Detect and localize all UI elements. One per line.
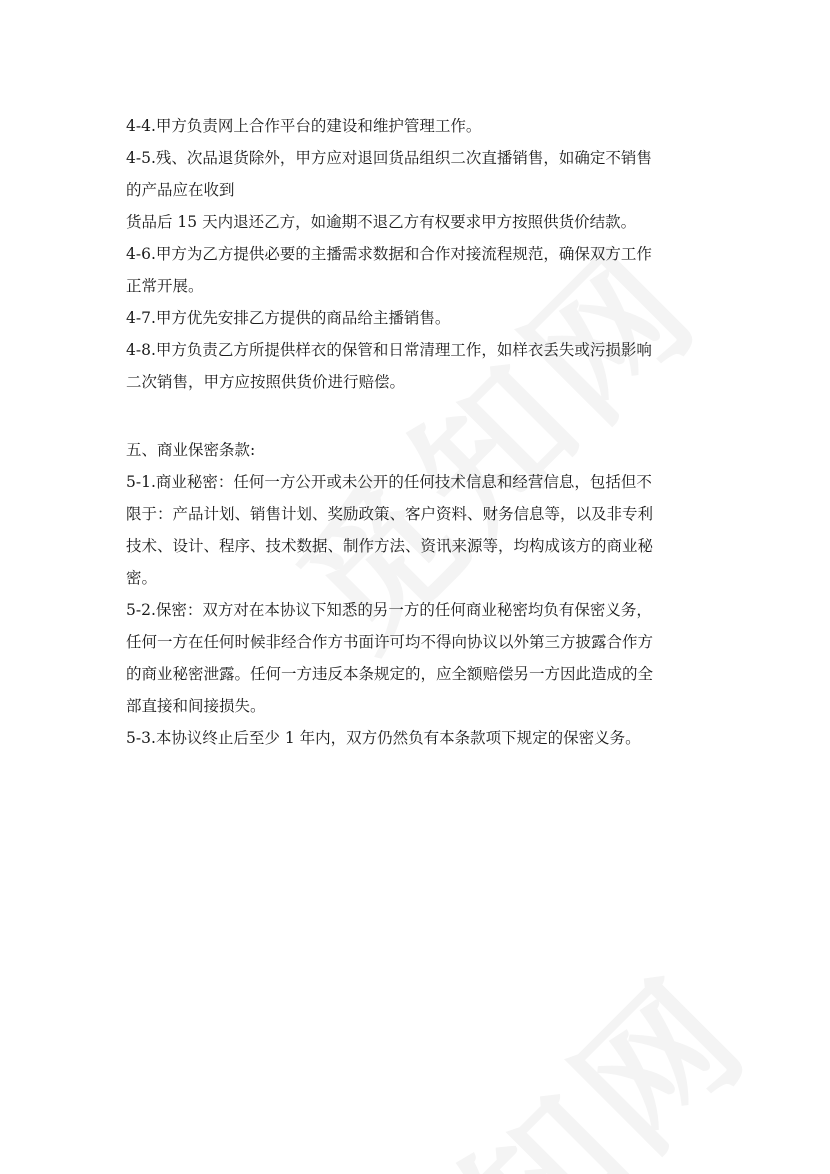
clause-4-5: 4-5.残、次品退货除外，甲方应对退回货品组织二次直播销售，如确定不销售	[126, 149, 652, 167]
clause-5-3: 5-3.本协议终止后至少 1 年内，双方仍然负有本条款项下规定的保密义务。	[126, 729, 641, 747]
watermark	[294, 922, 786, 1174]
document-body	[126, 110, 706, 754]
clause-4-8: 4-8.甲方负责乙方所提供样衣的保管和日常清理工作，如样衣丢失或污损影响	[126, 341, 652, 359]
section-heading: 五、商业保密条款:	[126, 441, 256, 459]
clause-5-2-cont: 部直接和间接损失。	[126, 697, 266, 715]
clause-4-8-cont: 二次销售，甲方应按照供货价进行赔偿。	[126, 373, 406, 391]
clause-5-2-cont: 任何一方在任何时候非经合作方书面许可均不得向协议以外第三方披露合作方	[126, 633, 654, 651]
clause-5-2: 5-2.保密：双方对在本协议下知悉的另一方的任何商业秘密均负有保密义务，	[126, 601, 652, 619]
section-gap	[126, 398, 706, 434]
clause-4-6: 4-6.甲方为乙方提供必要的主播需求数据和合作对接流程规范，确保双方工作	[126, 245, 652, 263]
clause-4-5-cont: 的产品应在收到	[126, 181, 235, 199]
clause-4-4: 4-4.甲方负责网上合作平台的建设和维护管理工作。	[126, 117, 482, 135]
clause-5-2-cont: 的商业秘密泄露。任何一方违反本条规定的，应全额赔偿另一方因此造成的全	[126, 665, 654, 683]
clause-4-5-cont: 货品后 15 天内退还乙方，如逾期不退乙方有权要求甲方按照供货价结款。	[126, 213, 637, 231]
clause-5-1-cont: 限于：产品计划、销售计划、奖励政策、客户资料、财务信息等，以及非专利	[126, 505, 654, 523]
clause-4-6-cont: 正常开展。	[126, 277, 204, 295]
clause-5-1: 5-1.商业秘密：任何一方公开或未公开的任何技术信息和经营信息，包括但不	[126, 473, 652, 491]
clause-5-1-cont: 技术、设计、程序、技术数据、制作方法、资讯来源等，均构成该方的商业秘	[126, 537, 654, 555]
clause-4-7: 4-7.甲方优先安排乙方提供的商品给主播销售。	[126, 309, 451, 327]
clause-5-1-cont: 密。	[126, 569, 158, 587]
